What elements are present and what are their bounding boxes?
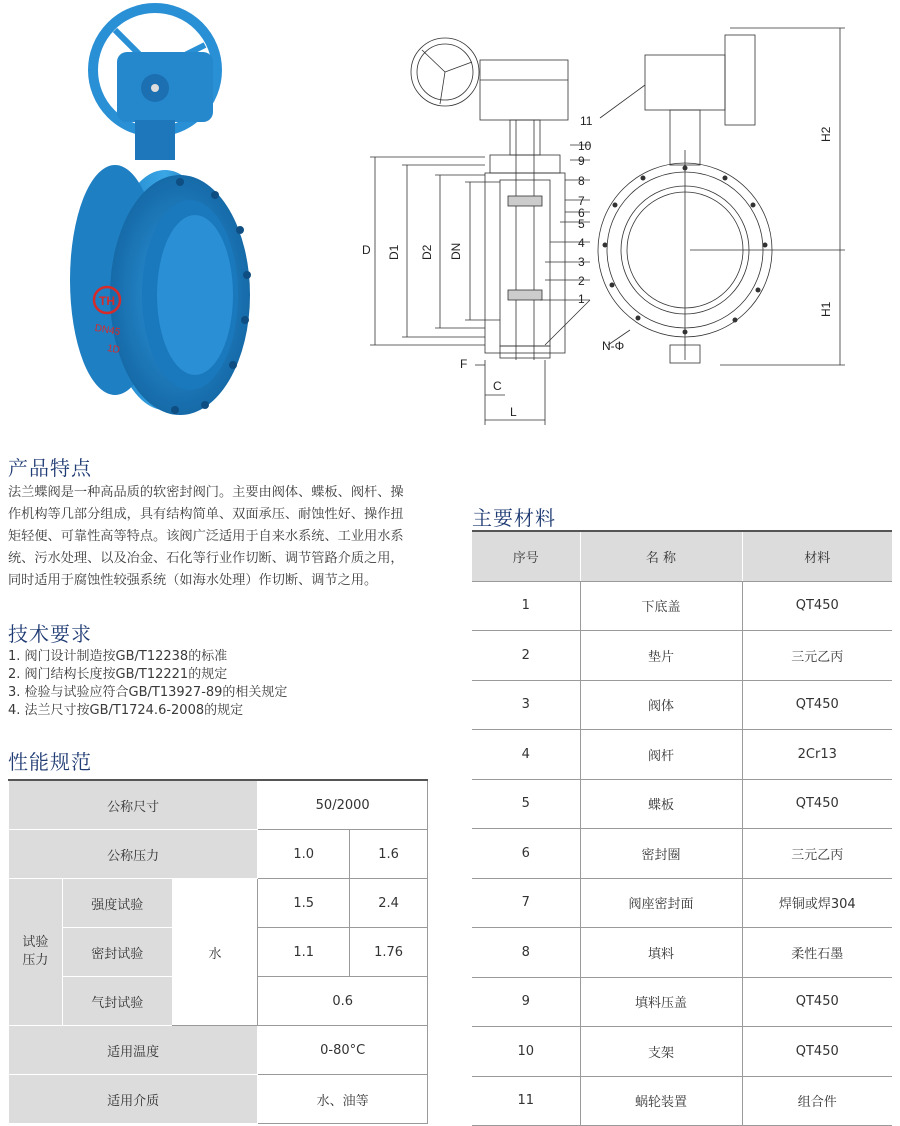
callout-3: 3: [578, 255, 585, 269]
cell-name: 下底盖: [580, 581, 742, 631]
col-header-material: 材料: [742, 531, 892, 581]
callout-6: 6: [578, 206, 585, 220]
tech-item: 3. 检验与试验应符合GB/T13927-89的相关规定: [8, 685, 288, 700]
table-row: [472, 631, 892, 681]
tech-item: 4. 法兰尺寸按GB/T1724.6-2008的规定: [8, 703, 244, 718]
perf-np-a: 1.0: [258, 830, 350, 879]
features-line: 法兰蝶阀是一种高品质的软密封阀门。主要由阀体、蝶板、阀杆、操: [8, 485, 404, 500]
tech-item: 1. 阀门设计制造按GB/T12238的标准: [8, 649, 228, 664]
dim-label-h1: H1: [819, 301, 833, 317]
table-row: [472, 581, 892, 631]
cell-name: 支架: [580, 1027, 742, 1077]
features-line: 矩轻便、可靠性高等特点。该阀广泛适用于自来水系统、工业用水系: [8, 529, 404, 544]
table-row: [472, 680, 892, 730]
table-row: [472, 779, 892, 829]
features-title: 产品特点: [8, 456, 92, 480]
tech-list: [8, 648, 448, 720]
table-row: [472, 977, 892, 1027]
cell-no: 6: [472, 829, 580, 879]
table-row: [472, 1076, 892, 1126]
cell-name: 蜗轮装置: [580, 1076, 742, 1126]
perf-strength-label: 强度试验: [62, 879, 172, 928]
cell-no: 7: [472, 878, 580, 928]
perf-seal-b: 1.76: [350, 928, 428, 977]
callout-5: 5: [578, 217, 585, 231]
cell-name: 阀杆: [580, 730, 742, 780]
perf-temp-value: 0-80°C: [258, 1026, 428, 1075]
brand-logo-text: TH: [99, 294, 115, 308]
cell-name: 垫片: [580, 631, 742, 681]
valve-product-photo: [55, 0, 265, 420]
table-row: [9, 1026, 428, 1075]
cell-no: 1: [472, 581, 580, 631]
callout-2: 2: [578, 274, 585, 288]
table-row: [9, 780, 428, 830]
callout-10: 10: [578, 139, 592, 153]
cell-material: QT450: [742, 977, 892, 1027]
perf-table: [8, 779, 428, 1124]
table-row: [9, 879, 428, 928]
perf-nominal-size-label: 公称尺寸: [9, 780, 258, 830]
cell-no: 2: [472, 631, 580, 681]
cell-name: 填料: [580, 928, 742, 978]
body-size-mark: DN45: [93, 322, 121, 339]
perf-test-pressure-label: 试验 压力: [9, 879, 63, 1026]
cell-material: 三元乙丙: [742, 631, 892, 681]
materials-table: [472, 530, 892, 1126]
perf-air-value: 0.6: [258, 977, 428, 1026]
section-drawing: [340, 0, 900, 440]
cell-material: 组合件: [742, 1076, 892, 1126]
perf-nominal-pressure-label: 公称压力: [9, 830, 258, 879]
callout-9: 9: [578, 154, 585, 168]
cell-material: 2Cr13: [742, 730, 892, 780]
dim-label-c: C: [493, 379, 502, 393]
table-header-row: [472, 531, 892, 581]
col-header-name: 名 称: [580, 531, 742, 581]
tech-item: 2. 阀门结构长度按GB/T12221的规定: [8, 667, 228, 682]
cell-no: 4: [472, 730, 580, 780]
cell-material: QT450: [742, 1027, 892, 1077]
cell-material: QT450: [742, 779, 892, 829]
callout-4: 4: [578, 236, 585, 250]
table-row: [9, 830, 428, 879]
table-row: [472, 1027, 892, 1077]
cell-no: 9: [472, 977, 580, 1027]
materials-title: 主要材料: [472, 506, 556, 530]
cell-name: 密封圈: [580, 829, 742, 879]
dim-label-d: D: [362, 243, 371, 257]
dim-label-h2: H2: [819, 126, 833, 142]
cell-name: 阀体: [580, 680, 742, 730]
dim-label-l: L: [510, 405, 517, 419]
perf-medium-value: 水、油等: [258, 1075, 428, 1124]
perf-temp-label: 适用温度: [9, 1026, 258, 1075]
dim-label-d2: D2: [420, 244, 434, 260]
col-header-no: 序号: [472, 531, 580, 581]
cell-material: QT450: [742, 680, 892, 730]
callout-1: 1: [578, 292, 585, 306]
cell-material: 柔性石墨: [742, 928, 892, 978]
cell-no: 3: [472, 680, 580, 730]
features-paragraph: [8, 482, 448, 592]
perf-strength-a: 1.5: [258, 879, 350, 928]
cell-no: 5: [472, 779, 580, 829]
cell-no: 11: [472, 1076, 580, 1126]
dim-label-n-phi: N-Φ: [602, 339, 625, 353]
perf-seal-a: 1.1: [258, 928, 350, 977]
tech-title: 技术要求: [8, 622, 92, 646]
features-line: 作机构等几部分组成，具有结构简单、双面承压、耐蚀性好、操作扭: [8, 507, 404, 522]
perf-air-label: 气封试验: [62, 977, 172, 1026]
callout-8: 8: [578, 174, 585, 188]
features-line: 同时适用于腐蚀性较强系统（如海水处理）作切断、调节之用。: [8, 573, 378, 588]
cell-material: 焊铜或焊304: [742, 878, 892, 928]
table-row: [472, 730, 892, 780]
cell-no: 8: [472, 928, 580, 978]
cell-no: 10: [472, 1027, 580, 1077]
perf-nominal-size-value: 50/2000: [258, 780, 428, 830]
perf-seal-label: 密封试验: [62, 928, 172, 977]
cell-material: 三元乙丙: [742, 829, 892, 879]
dim-label-f: F: [460, 357, 468, 371]
cell-name: 阀座密封面: [580, 878, 742, 928]
table-row: [472, 829, 892, 879]
table-row: [472, 928, 892, 978]
perf-medium-water: 水: [172, 879, 258, 1026]
cell-material: QT450: [742, 581, 892, 631]
features-line: 统、污水处理、以及冶金、石化等行业作切断、调节管路介质之用，: [8, 551, 404, 566]
body-pressure-mark: 1D: [106, 343, 121, 357]
table-row: [472, 878, 892, 928]
dim-label-d1: D1: [387, 244, 401, 260]
cell-name: 填料压盖: [580, 977, 742, 1027]
perf-np-b: 1.6: [350, 830, 428, 879]
perf-title: 性能规范: [8, 750, 92, 774]
callout-7: 7: [578, 194, 585, 208]
perf-medium-label: 适用介质: [9, 1075, 258, 1124]
table-row: [9, 1075, 428, 1124]
callout-11: 11: [580, 114, 593, 128]
cell-name: 蝶板: [580, 779, 742, 829]
perf-strength-b: 2.4: [350, 879, 428, 928]
dim-label-dn: DN: [449, 242, 463, 260]
